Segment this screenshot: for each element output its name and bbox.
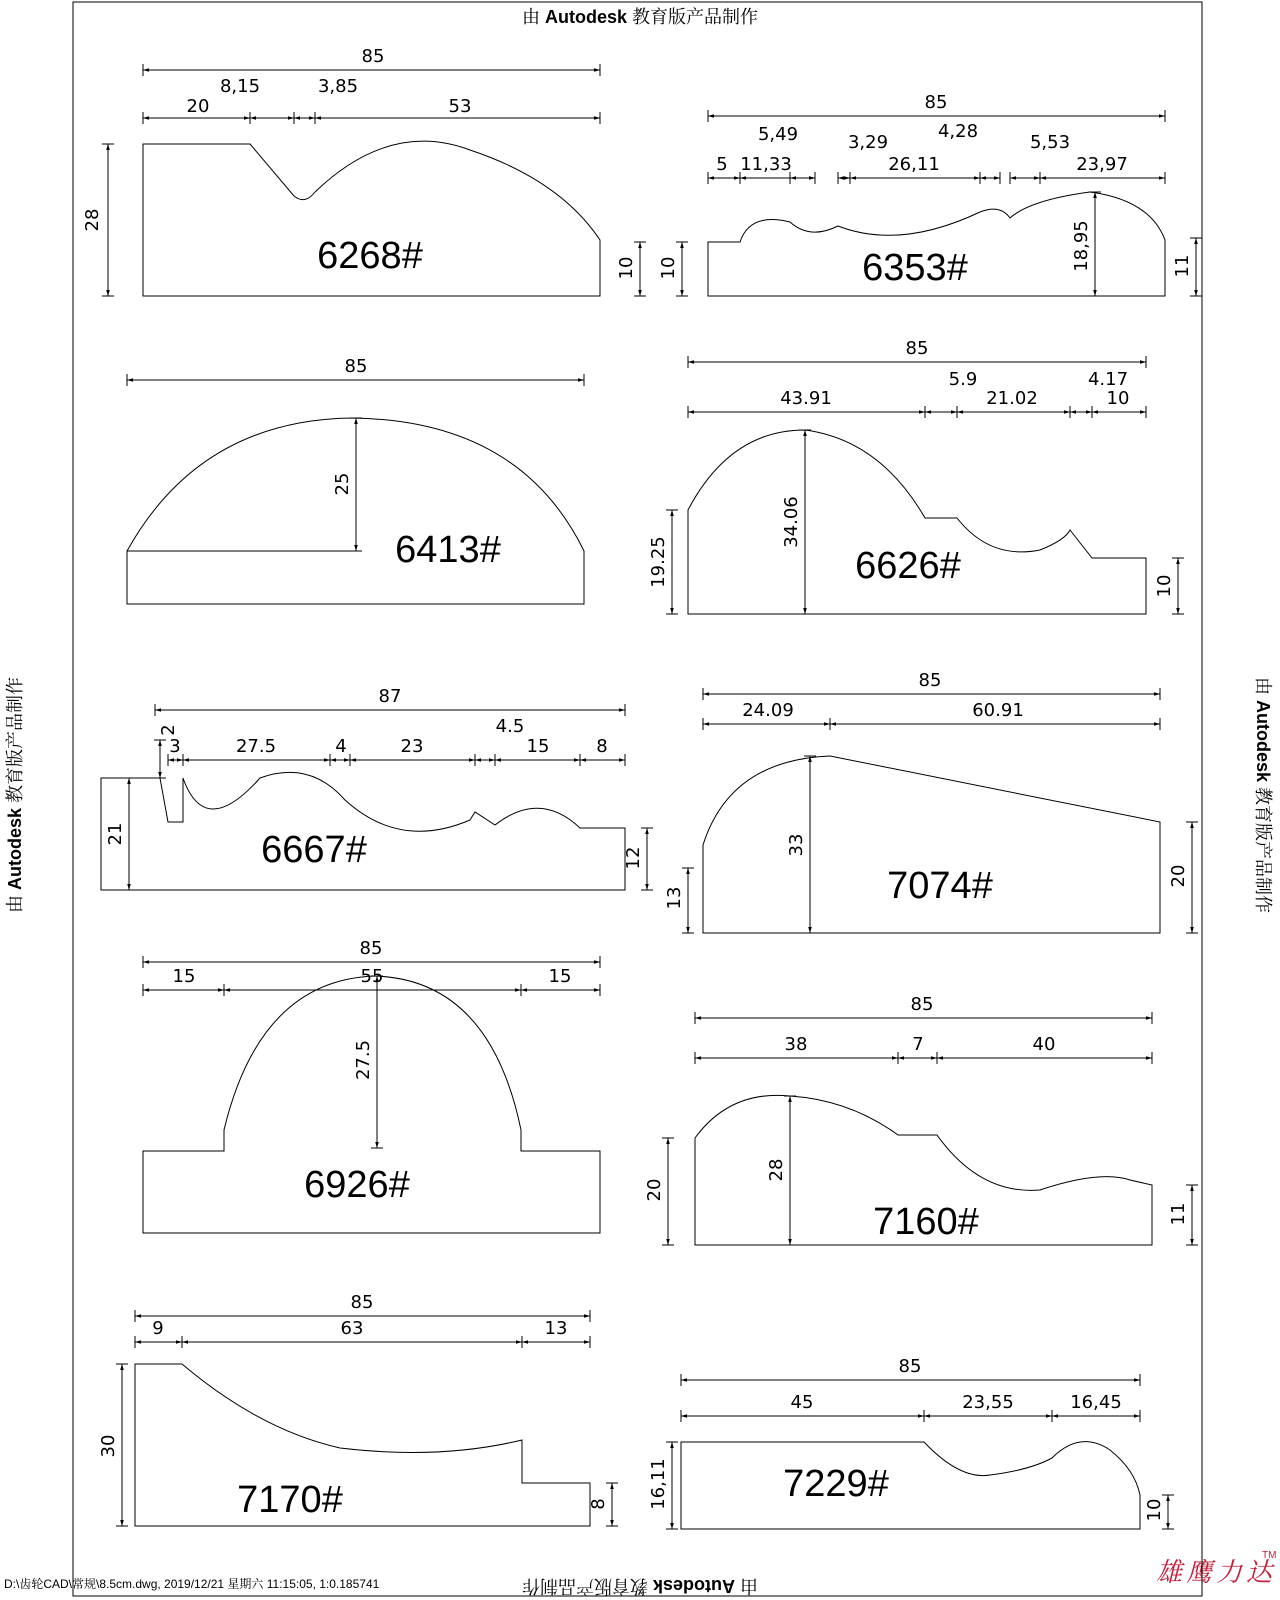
profile-code-6353: 6353# xyxy=(862,247,968,289)
dimension-value: 15 xyxy=(172,966,196,987)
dimension-6626-5 xyxy=(1092,388,1146,418)
dimension-6268-4 xyxy=(315,96,600,124)
dimension-value: 85 xyxy=(898,1356,922,1377)
dimension-value: 4,28 xyxy=(937,121,979,142)
dimension-value: 27.5 xyxy=(235,736,277,757)
profile-7229 xyxy=(681,1442,1140,1529)
dimension-value: 85 xyxy=(918,670,942,691)
profile-7229-shape xyxy=(681,1442,1140,1529)
dimension-6268-1 xyxy=(143,96,250,124)
dimension-value: 85 xyxy=(905,338,929,359)
stamp-brand: Autodesk xyxy=(544,7,627,27)
dimension-value: 16,45 xyxy=(1070,1392,1122,1413)
stamp-prefix: 由 xyxy=(740,1576,759,1596)
dimension-value: 34.06 xyxy=(781,496,802,548)
dimension-6268-6 xyxy=(616,242,646,296)
dimension-value: 25 xyxy=(332,472,353,496)
dimension-7229-3 xyxy=(1052,1392,1140,1422)
dimension-value: 2 xyxy=(158,724,179,736)
dimension-value: 10 xyxy=(658,256,679,280)
dimension-value: 10 xyxy=(1154,574,1175,598)
dimension-6667-8 xyxy=(580,736,625,766)
dimension-6626-7 xyxy=(648,510,678,614)
dimension-annotations xyxy=(82,46,1202,1529)
dimension-7074-1 xyxy=(703,700,830,730)
dimension-value: 38 xyxy=(784,1034,808,1055)
dimension-value: 3,85 xyxy=(317,76,359,97)
dimension-6353-1 xyxy=(708,154,740,184)
dimension-value: 3 xyxy=(169,736,181,757)
dimension-6353-2 xyxy=(740,154,815,184)
dimension-value: 20 xyxy=(644,1178,665,1202)
dimension-value: 15 xyxy=(548,966,572,987)
dimension-7160-5 xyxy=(644,1138,674,1245)
dimension-6353-6 xyxy=(938,121,1000,184)
dimension-6926-2 xyxy=(224,966,521,996)
dimension-7170-4 xyxy=(98,1364,128,1526)
dimension-7229-2 xyxy=(924,1392,1052,1422)
dimension-7074-2 xyxy=(830,700,1160,730)
dimension-value: 85 xyxy=(924,92,948,113)
drawing-frame xyxy=(73,2,1202,1596)
dimension-6926-0 xyxy=(143,938,600,968)
dimension-6667-6 xyxy=(475,716,524,766)
dimension-7160-6 xyxy=(1168,1185,1198,1245)
footer-file-path: D:\齿轮CAD\常规\8.5cm.dwg, 2019/12/21 星期六 11:15:05, 1:0.185741 xyxy=(4,1577,380,1591)
dimension-6353-11 xyxy=(1172,238,1202,296)
dimension-6667-2 xyxy=(168,736,183,766)
dimension-value: 53 xyxy=(448,96,472,117)
dimension-value: 28 xyxy=(82,208,103,232)
dimension-6926-1 xyxy=(143,966,224,996)
dimension-value: 8 xyxy=(588,1498,609,1510)
stamp-brand: Autodesk xyxy=(1253,699,1273,783)
profile-code-6626: 6626# xyxy=(855,545,961,587)
dimension-value: 3,29 xyxy=(847,132,889,153)
dimension-value: 18,95 xyxy=(1071,220,1092,272)
dimension-value: 87 xyxy=(378,686,402,707)
profile-code-7229: 7229# xyxy=(783,1463,889,1505)
dimension-value: 11 xyxy=(1172,254,1193,278)
dimension-value: 85 xyxy=(910,994,934,1015)
profile-code-6667: 6667# xyxy=(261,829,367,871)
dimension-value: 85 xyxy=(361,46,385,67)
dimension-7074-0 xyxy=(703,670,1160,700)
dimension-6926-3 xyxy=(521,966,600,996)
dimension-value: 28 xyxy=(766,1158,787,1182)
stamp-suffix: 教育版产品制作 xyxy=(632,7,759,27)
dimension-6353-9 xyxy=(1071,192,1101,296)
dimension-value: 5,53 xyxy=(1029,132,1071,153)
dimension-6667-4 xyxy=(330,736,350,766)
dimension-6413-1 xyxy=(332,418,362,551)
profile-code-6413: 6413# xyxy=(395,529,501,571)
dimension-value: 21.02 xyxy=(986,388,1038,409)
watermark-logo: 雄鹰力达 xyxy=(1156,1558,1277,1588)
dimension-6626-6 xyxy=(781,430,811,614)
dimension-value: 10 xyxy=(616,256,637,280)
dimension-7170-2 xyxy=(182,1318,522,1348)
dimension-value: 63 xyxy=(340,1318,364,1339)
dimension-6353-4 xyxy=(838,132,888,184)
profile-code-7170: 7170# xyxy=(237,1479,343,1521)
dimension-7170-3 xyxy=(522,1318,590,1348)
dimension-value: 21 xyxy=(105,822,126,846)
dimension-value: 55 xyxy=(360,966,384,987)
dimension-value: 13 xyxy=(664,886,685,910)
dimension-7074-4 xyxy=(664,868,694,933)
dimension-6626-2 xyxy=(925,369,977,418)
dimension-7229-5 xyxy=(1144,1495,1174,1529)
dimension-6667-3 xyxy=(183,736,330,766)
dimension-value: 5 xyxy=(716,154,728,175)
dimension-value: 26,11 xyxy=(888,154,940,175)
stamp-brand: Autodesk xyxy=(653,1576,736,1596)
dimension-value: 30 xyxy=(98,1434,119,1458)
dimension-value: 5,49 xyxy=(757,124,799,145)
dimension-7074-5 xyxy=(1168,822,1198,933)
dimension-value: 23 xyxy=(400,736,424,757)
dimension-value: 45 xyxy=(790,1392,814,1413)
dimension-value: 19.25 xyxy=(648,536,669,588)
dimension-6667-7 xyxy=(495,736,580,766)
stamp-prefix: 由 xyxy=(1253,676,1273,695)
dimension-value: 85 xyxy=(359,938,383,959)
dimension-7229-0 xyxy=(681,1356,1140,1386)
dimension-6667-5 xyxy=(350,736,475,766)
dimension-value: 13 xyxy=(544,1318,568,1339)
dimension-7160-1 xyxy=(695,1034,898,1064)
dimension-6268-5 xyxy=(82,144,114,296)
dimension-value: 10 xyxy=(1106,388,1130,409)
dimension-value: 8,15 xyxy=(219,76,261,97)
dimension-value: 40 xyxy=(1032,1034,1056,1055)
dimension-value: 85 xyxy=(344,356,368,377)
dimension-value: 5.9 xyxy=(948,369,978,390)
dimension-6667-0 xyxy=(155,686,625,716)
dimension-value: 20 xyxy=(1168,864,1189,888)
dimension-value: 60.91 xyxy=(972,700,1024,721)
dimension-value: 7 xyxy=(912,1034,924,1055)
stamp-suffix: 教育版产品制作 xyxy=(5,676,25,803)
dimension-6268-0 xyxy=(143,46,600,76)
dimension-value: 24.09 xyxy=(742,700,794,721)
dimension-7229-4 xyxy=(648,1442,678,1529)
dimension-value: 23,55 xyxy=(962,1392,1014,1413)
stamp-prefix: 由 xyxy=(5,895,25,914)
dimension-value: 10 xyxy=(1144,1498,1165,1522)
dimension-7160-4 xyxy=(766,1096,796,1245)
dimension-value: 20 xyxy=(186,96,210,117)
dimension-value: 4.5 xyxy=(495,716,525,737)
dimension-value: 15 xyxy=(526,736,550,757)
stamp-suffix: 教育版产品制作 xyxy=(521,1576,648,1596)
dimension-value: 11 xyxy=(1168,1202,1189,1226)
dimension-7160-2 xyxy=(898,1034,937,1064)
dimension-value: 33 xyxy=(786,833,807,857)
dimension-value: 9 xyxy=(152,1318,164,1339)
dimension-7160-3 xyxy=(937,1034,1152,1064)
dimension-6353-5 xyxy=(850,154,980,184)
profile-7170-shape xyxy=(135,1364,590,1526)
dimension-6926-4 xyxy=(353,976,383,1148)
dimension-6626-0 xyxy=(688,338,1146,368)
dimension-6667-9 xyxy=(105,778,135,890)
dimension-value: 85 xyxy=(350,1292,374,1313)
stamp-prefix: 由 xyxy=(521,7,540,27)
dimension-6353-8 xyxy=(1040,154,1165,184)
dimension-7160-0 xyxy=(695,994,1152,1024)
dimension-value: 11,33 xyxy=(740,154,792,175)
profile-code-6926: 6926# xyxy=(304,1164,410,1206)
dimension-7074-3 xyxy=(786,756,816,933)
dimension-7170-5 xyxy=(588,1483,618,1526)
stamp-brand: Autodesk xyxy=(5,807,25,891)
dimension-6667-10 xyxy=(623,828,653,890)
dimension-value: 27.5 xyxy=(353,1039,374,1081)
dimension-6626-8 xyxy=(1154,558,1184,614)
dimension-value: 16,11 xyxy=(648,1458,669,1510)
profile-code-6268: 6268# xyxy=(317,235,423,277)
dimension-value: 12 xyxy=(623,846,644,870)
dimension-7229-1 xyxy=(681,1392,924,1422)
dimension-6353-0 xyxy=(708,92,1165,122)
dimension-7170-1 xyxy=(135,1318,182,1348)
dimension-value: 23,97 xyxy=(1076,154,1128,175)
dimension-6413-0 xyxy=(127,356,584,386)
dimension-6626-1 xyxy=(688,388,925,418)
dimension-6268-3 xyxy=(294,76,358,124)
trademark-mark: TM xyxy=(1262,1550,1277,1561)
dimension-value: 43.91 xyxy=(780,388,832,409)
dimension-value: 4.17 xyxy=(1087,369,1129,390)
profile-code-7160: 7160# xyxy=(873,1201,979,1243)
dimension-value: 4 xyxy=(335,736,347,757)
dimension-6353-10 xyxy=(658,242,688,296)
dimension-6268-2 xyxy=(220,76,294,124)
profile-7170 xyxy=(135,1364,590,1526)
profile-code-7074: 7074# xyxy=(887,865,993,907)
dimension-6626-3 xyxy=(957,388,1070,418)
dimension-value: 8 xyxy=(596,736,608,757)
stamp-suffix: 教育版产品制作 xyxy=(1253,787,1273,914)
